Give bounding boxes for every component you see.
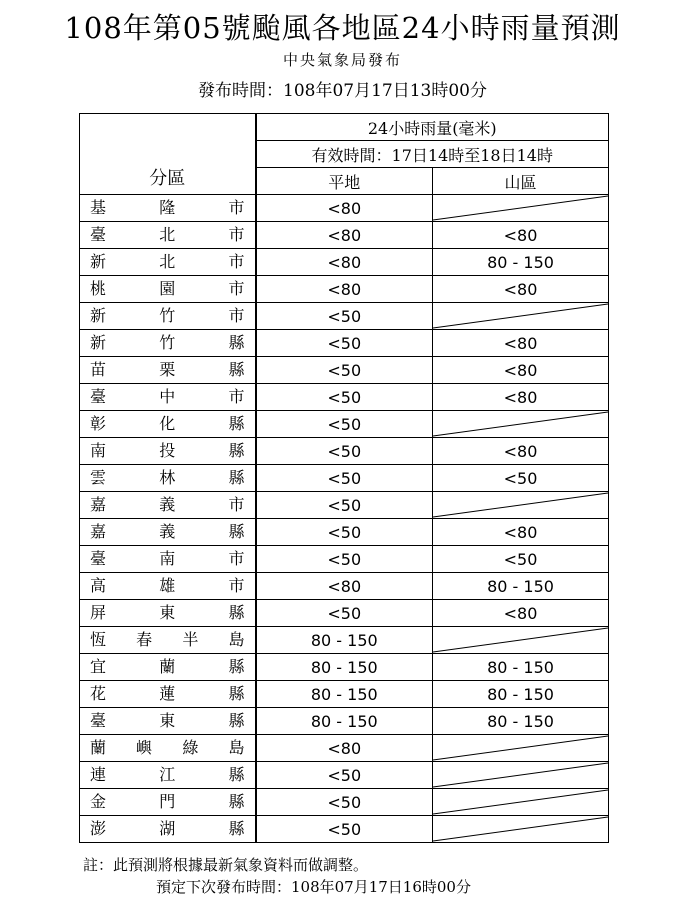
table-row <box>80 627 609 654</box>
mountain-blank-cell <box>433 762 609 789</box>
valid-time: 有效時間：17日14時至18日14時 <box>256 141 609 168</box>
mountain-value-text: <80 <box>503 522 538 542</box>
mountain-value <box>433 573 609 600</box>
region-char: 園 <box>159 279 176 298</box>
region-char: 島 <box>228 630 245 649</box>
region-char: 南 <box>90 441 107 460</box>
plain-value-text: 80 - 150 <box>310 684 378 704</box>
plain-value <box>256 330 433 357</box>
region-name <box>80 735 256 762</box>
mountain-value <box>433 357 609 384</box>
region-char: 市 <box>228 549 245 568</box>
mountain-value-text: <80 <box>503 279 538 299</box>
table-row <box>80 357 609 384</box>
table-row <box>80 411 609 438</box>
mountain-value <box>433 546 609 573</box>
table-body <box>80 195 609 843</box>
mountain-value <box>433 600 609 627</box>
plain-value <box>256 222 433 249</box>
region-name <box>80 492 256 519</box>
plain-value <box>256 816 433 843</box>
region-char: 新 <box>90 306 107 325</box>
region-char: 江 <box>159 765 176 784</box>
plain-value-text: <80 <box>327 279 362 299</box>
region-char: 市 <box>228 279 245 298</box>
table-row <box>80 222 609 249</box>
region-char: 蓮 <box>159 684 176 703</box>
region-char: 縣 <box>228 468 245 487</box>
region-char: 蘭 <box>159 657 176 676</box>
mountain-value <box>433 438 609 465</box>
plain-value-text: <50 <box>327 522 362 542</box>
plain-value <box>256 492 433 519</box>
table-row <box>80 276 609 303</box>
rainfall-table <box>79 113 609 843</box>
table-row <box>80 492 609 519</box>
region-name <box>80 249 256 276</box>
plain-value <box>256 195 433 222</box>
table-row <box>80 303 609 330</box>
region-char: 蘭 <box>90 738 107 757</box>
region-name <box>80 573 256 600</box>
plain-value-text: <50 <box>327 495 362 515</box>
mountain-value-text: <80 <box>503 333 538 353</box>
page-title: 108年第05號颱風各地區24小時雨量預測 <box>64 11 621 45</box>
mountain-blank-cell <box>433 627 609 654</box>
plain-value-text: 80 - 150 <box>310 657 378 677</box>
region-char: 東 <box>159 603 176 622</box>
plain-value <box>256 654 433 681</box>
region-name <box>80 195 256 222</box>
region-char: 縣 <box>228 333 245 352</box>
region-char: 市 <box>228 576 245 595</box>
diagonal-strike <box>433 816 608 842</box>
plain-value <box>256 465 433 492</box>
table-row <box>80 249 609 276</box>
plain-value-text: <80 <box>327 198 362 218</box>
rain-header: 24小時雨量(毫米) <box>256 114 609 141</box>
plain-value <box>256 735 433 762</box>
table-row <box>80 519 609 546</box>
table-row <box>80 816 609 843</box>
plain-value-text: <50 <box>327 603 362 623</box>
table-row <box>80 465 609 492</box>
region-name <box>80 411 256 438</box>
region-char: 縣 <box>228 684 245 703</box>
region-char: 基 <box>90 198 107 217</box>
next-issue-time: 預定下次發布時間：108年07月17日16時00分 <box>156 878 471 896</box>
region-char: 中 <box>159 387 176 406</box>
region-char: 南 <box>159 549 176 568</box>
region-name <box>80 681 256 708</box>
mountain-value <box>433 276 609 303</box>
plain-value <box>256 546 433 573</box>
plain-value-text: 80 - 150 <box>310 711 378 731</box>
table-row <box>80 573 609 600</box>
table-row <box>80 735 609 762</box>
table-row <box>80 438 609 465</box>
mountain-blank-cell <box>433 816 609 843</box>
plain-header: 平地 <box>256 168 433 195</box>
region-char: 縣 <box>228 792 245 811</box>
mountain-value-text: <80 <box>503 360 538 380</box>
region-char: 彰 <box>90 414 107 433</box>
table-row <box>80 195 609 222</box>
table-row <box>80 654 609 681</box>
region-header: 分區 <box>80 114 256 195</box>
mountain-blank-cell <box>433 303 609 330</box>
plain-value <box>256 573 433 600</box>
region-char: 新 <box>90 252 107 271</box>
plain-value <box>256 519 433 546</box>
mountain-blank-cell <box>433 195 609 222</box>
region-char: 花 <box>90 684 107 703</box>
table-row <box>80 384 609 411</box>
table-row <box>80 762 609 789</box>
plain-value-text: <50 <box>327 387 362 407</box>
region-char: 義 <box>159 495 176 514</box>
region-name <box>80 465 256 492</box>
mountain-value <box>433 384 609 411</box>
region-name <box>80 546 256 573</box>
mountain-value <box>433 519 609 546</box>
region-char: 苗 <box>90 360 107 379</box>
mountain-value <box>433 222 609 249</box>
diagonal-strike <box>433 303 608 329</box>
region-char: 臺 <box>90 387 107 406</box>
region-char: 臺 <box>90 225 107 244</box>
mountain-value <box>433 330 609 357</box>
plain-value <box>256 789 433 816</box>
region-char: 化 <box>159 414 176 433</box>
plain-value <box>256 708 433 735</box>
mountain-value <box>433 654 609 681</box>
plain-value <box>256 357 433 384</box>
region-char: 澎 <box>90 819 107 838</box>
mountain-header: 山區 <box>433 168 609 195</box>
mountain-value-text: 80 - 150 <box>487 684 554 704</box>
region-char: 縣 <box>228 414 245 433</box>
table-row <box>80 789 609 816</box>
region-char: 半 <box>182 630 199 649</box>
region-char: 縣 <box>228 657 245 676</box>
region-char: 嘉 <box>90 495 107 514</box>
region-name <box>80 708 256 735</box>
table-row <box>80 330 609 357</box>
region-char: 市 <box>228 252 245 271</box>
table-row <box>80 546 609 573</box>
mountain-blank-cell <box>433 411 609 438</box>
region-char: 投 <box>159 441 176 460</box>
region-char: 島 <box>228 738 245 757</box>
plain-value <box>256 411 433 438</box>
plain-value-text: 80 - 150 <box>310 630 378 650</box>
region-char: 門 <box>159 792 176 811</box>
region-char: 縣 <box>228 711 245 730</box>
table-row <box>80 681 609 708</box>
region-char: 市 <box>228 225 245 244</box>
region-name <box>80 789 256 816</box>
region-char: 雲 <box>90 468 107 487</box>
region-char: 竹 <box>159 333 176 352</box>
region-char: 北 <box>159 252 176 271</box>
mountain-value-text: 80 - 150 <box>487 657 554 677</box>
plain-value-text: <50 <box>327 792 362 812</box>
plain-value-text: <50 <box>327 549 362 569</box>
region-name <box>80 438 256 465</box>
plain-value <box>256 762 433 789</box>
region-name <box>80 276 256 303</box>
mountain-blank-cell <box>433 789 609 816</box>
region-char: 義 <box>159 522 176 541</box>
plain-value-text: <50 <box>327 441 362 461</box>
table-row <box>80 600 609 627</box>
region-name <box>80 384 256 411</box>
region-char: 湖 <box>159 819 176 838</box>
diagonal-strike <box>433 627 608 653</box>
region-char: 縣 <box>228 360 245 379</box>
region-char: 嶼 <box>136 738 153 757</box>
region-char: 臺 <box>90 711 107 730</box>
diagonal-strike <box>433 195 608 221</box>
region-name <box>80 816 256 843</box>
mountain-value-text: <80 <box>503 225 538 245</box>
region-char: 縣 <box>228 441 245 460</box>
region-name <box>80 357 256 384</box>
region-char: 竹 <box>159 306 176 325</box>
mountain-value-text: <80 <box>503 441 538 461</box>
plain-value-text: <50 <box>327 333 362 353</box>
mountain-value-text: 80 - 150 <box>487 576 554 596</box>
region-char: 恆 <box>90 630 107 649</box>
region-char: 市 <box>228 306 245 325</box>
table-header <box>80 114 609 195</box>
region-char: 栗 <box>159 360 176 379</box>
mountain-value-text: 80 - 150 <box>487 252 554 272</box>
region-char: 北 <box>159 225 176 244</box>
table-row <box>80 708 609 735</box>
region-char: 市 <box>228 495 245 514</box>
region-char: 新 <box>90 333 107 352</box>
region-char: 隆 <box>159 198 176 217</box>
region-char: 縣 <box>228 603 245 622</box>
region-name <box>80 627 256 654</box>
plain-value <box>256 681 433 708</box>
mountain-value-text: <50 <box>503 468 538 488</box>
region-char: 臺 <box>90 549 107 568</box>
plain-value <box>256 438 433 465</box>
issue-time: 發布時間：108年07月17日13時00分 <box>198 81 487 101</box>
diagonal-strike <box>433 492 608 518</box>
plain-value-text: <80 <box>327 225 362 245</box>
mountain-value <box>433 249 609 276</box>
region-char: 林 <box>159 468 176 487</box>
region-char: 嘉 <box>90 522 107 541</box>
mountain-blank-cell <box>433 735 609 762</box>
mountain-value-text: 80 - 150 <box>487 711 554 731</box>
region-name <box>80 330 256 357</box>
plain-value <box>256 384 433 411</box>
diagonal-strike <box>433 762 608 788</box>
region-char: 市 <box>228 387 245 406</box>
region-name <box>80 762 256 789</box>
region-name <box>80 303 256 330</box>
plain-value-text: <50 <box>327 819 362 839</box>
plain-value-text: <50 <box>327 306 362 326</box>
plain-value-text: <50 <box>327 360 362 380</box>
region-char: 縣 <box>228 765 245 784</box>
region-name <box>80 222 256 249</box>
region-char: 雄 <box>159 576 176 595</box>
plain-value-text: <50 <box>327 414 362 434</box>
plain-value <box>256 303 433 330</box>
plain-value-text: <50 <box>327 468 362 488</box>
region-char: 東 <box>159 711 176 730</box>
mountain-value-text: <50 <box>503 549 538 569</box>
region-char: 縣 <box>228 522 245 541</box>
diagonal-strike <box>433 789 608 815</box>
region-char: 宜 <box>90 657 107 676</box>
region-char: 金 <box>90 792 107 811</box>
region-char: 春 <box>136 630 153 649</box>
plain-value-text: <80 <box>327 576 362 596</box>
region-char: 市 <box>228 198 245 217</box>
region-char: 連 <box>90 765 107 784</box>
region-char: 高 <box>90 576 107 595</box>
mountain-value <box>433 465 609 492</box>
diagonal-strike <box>433 411 608 437</box>
plain-value-text: <80 <box>327 738 362 758</box>
mountain-value <box>433 708 609 735</box>
plain-value-text: <80 <box>327 252 362 272</box>
region-char: 縣 <box>228 819 245 838</box>
plain-value <box>256 600 433 627</box>
region-char: 屏 <box>90 603 107 622</box>
mountain-value <box>433 681 609 708</box>
footnote: 註：此預測將根據最新氣象資料而做調整。 <box>83 856 369 874</box>
region-name <box>80 654 256 681</box>
plain-value <box>256 627 433 654</box>
plain-value-text: <50 <box>327 765 362 785</box>
region-char: 桃 <box>90 279 107 298</box>
plain-value <box>256 249 433 276</box>
diagonal-strike <box>433 735 608 761</box>
mountain-value-text: <80 <box>503 603 538 623</box>
region-char: 綠 <box>182 738 199 757</box>
plain-value <box>256 276 433 303</box>
mountain-value-text: <80 <box>503 387 538 407</box>
mountain-blank-cell <box>433 492 609 519</box>
region-name <box>80 519 256 546</box>
region-name <box>80 600 256 627</box>
issuer: 中央氣象局發布 <box>282 51 402 69</box>
